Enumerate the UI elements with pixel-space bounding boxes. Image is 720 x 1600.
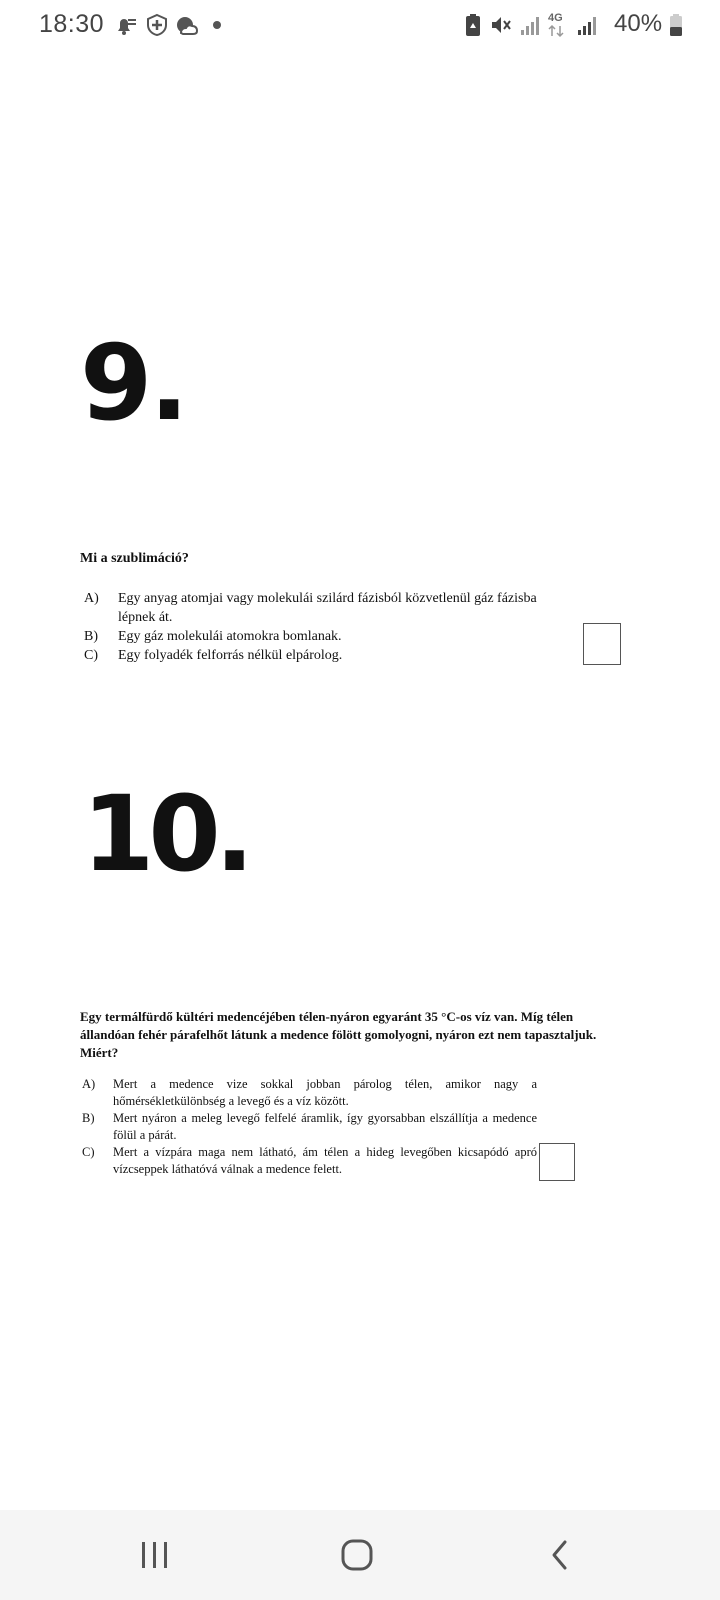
question-9-option-a [84,589,544,627]
option-letter: C) [84,648,98,663]
status-bar [0,0,720,52]
recents-button[interactable] [125,1532,185,1578]
weather-icon [175,13,199,37]
back-button[interactable] [530,1532,590,1578]
home-icon [327,1532,387,1578]
question-10-answer-box[interactable] [539,1143,575,1181]
question-9-options [84,589,544,665]
signal-icon-2 [575,13,599,37]
question-10-option-c [82,1144,537,1178]
question-10-option-a [82,1076,537,1110]
recents-icon [125,1532,185,1578]
navigation-bar [0,1510,720,1600]
question-10-number: 10. [82,773,249,895]
battery-icon [668,13,684,37]
question-9-number: 9. [80,322,186,444]
question-9-answer-box[interactable] [583,623,621,665]
option-text: Mert nyáron a meleg levegő felfelé áramlik, így gyorsabban elszállítja a medence fölül a párát. [113,1111,537,1142]
option-text: Mert a vízpára maga nem látható, ám télen a hideg levegőben kicsapódó apró vízcseppek láthatóvá válnak a medence felett. [113,1145,537,1176]
notification-icon [114,13,138,37]
option-letter: B) [84,629,98,644]
question-10-options [82,1076,537,1178]
back-icon [530,1532,590,1578]
battery-percent: 40% [614,10,663,37]
shield-icon [145,13,169,37]
battery-saver-icon [461,13,485,37]
signal-4g-icon: 4G [548,12,563,24]
question-10-option-b [82,1110,537,1144]
question-10-text: Egy termálfürdő kültéri medencéjében télen-nyáron egyaránt 35 °C-os víz van. Míg télen állandóan fehér párafelhőt látunk a medence fölött gomolyogni, nyáron ezt nem tapasztaljuk. Miért? [80,1009,597,1060]
option-letter: A) [84,591,99,606]
signal-icon [518,13,542,37]
question-9-option-b [84,627,544,646]
status-time: 18:30 [39,10,105,38]
option-letter: B) [82,1111,95,1125]
option-text: Egy gáz molekulái atomokra bomlanak. [118,629,342,644]
option-letter: C) [82,1145,95,1159]
home-button[interactable] [327,1532,387,1578]
mute-icon [489,13,513,37]
question-9-option-c [84,646,544,665]
dot-icon [205,13,229,37]
question-9-text: Mi a szublimáció? [80,551,189,566]
option-text: Egy folyadék felforrás nélkül elpárolog. [118,648,343,663]
data-arrows-icon [548,24,564,38]
option-letter: A) [82,1077,96,1091]
option-text: Mert a medence vize sokkal jobban párolog télen, amikor nagy a hőmérsékletkülönbség a levegő és a víz között. [113,1077,537,1108]
option-text: Egy anyag atomjai vagy molekulái szilárd fázisból közvetlenül gáz fázisba lépnek át. [118,591,537,625]
